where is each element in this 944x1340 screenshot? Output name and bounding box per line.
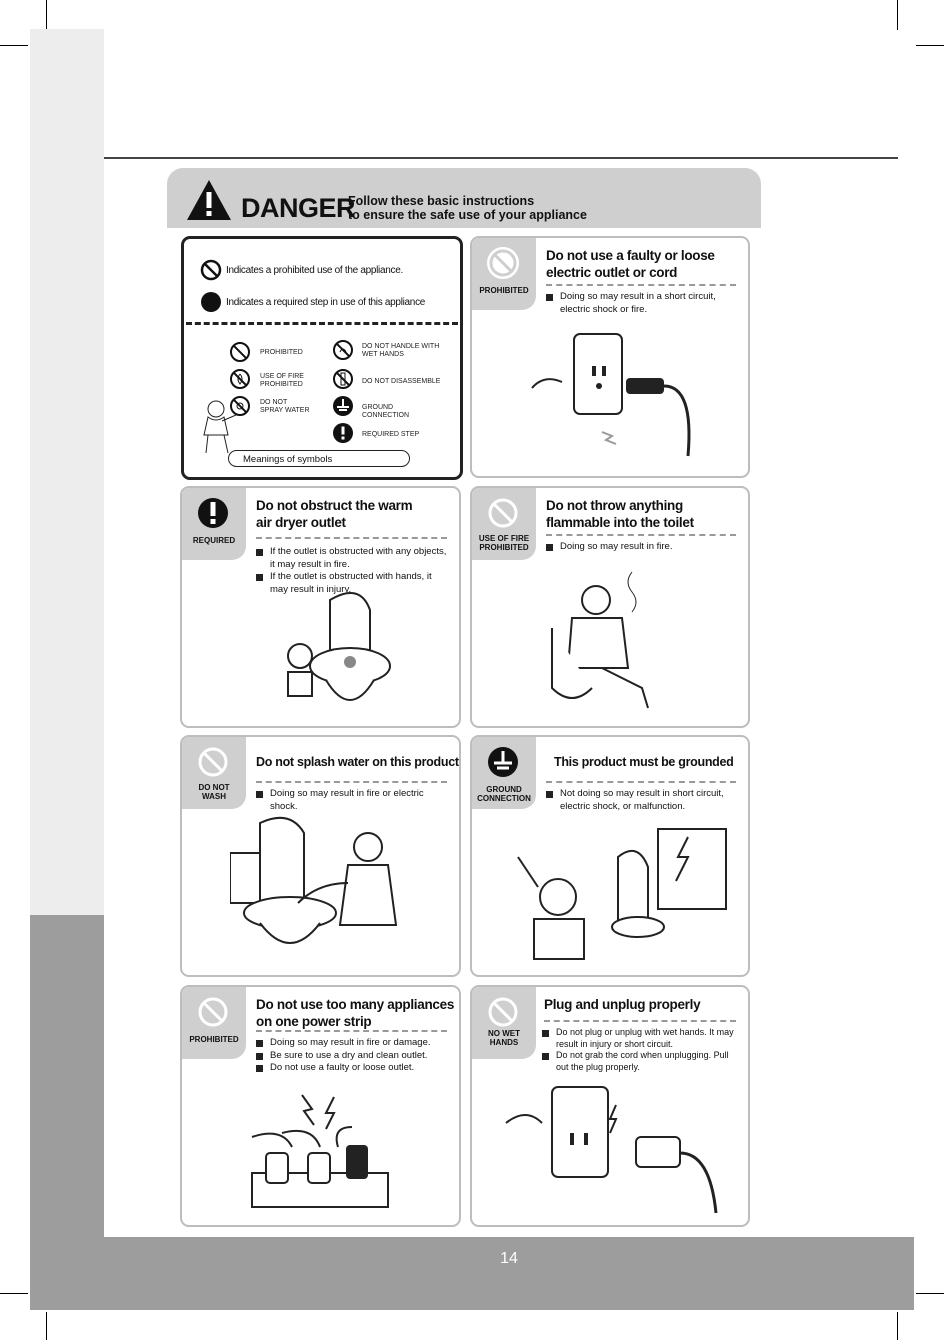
side-margin-dark: [30, 915, 104, 1310]
panel-tag-label: PROHIBITED: [189, 1035, 239, 1044]
prohibited-icon: [229, 341, 251, 363]
toilet-child-illustration: [270, 584, 410, 720]
crop-mark: [0, 1293, 28, 1294]
ground-icon: [332, 395, 354, 417]
ground-icon: [486, 745, 520, 779]
panel-tag: [472, 238, 536, 310]
title-line: Do not splash water on this product: [256, 755, 459, 769]
panel-title: [554, 754, 734, 771]
panel-title: [256, 497, 412, 531]
required-step-icon: [332, 422, 354, 444]
fire-prohibited-icon: [229, 368, 251, 390]
prohibited-icon: [196, 995, 230, 1029]
panel-bullets: [546, 788, 738, 813]
danger-title: DANGER: [241, 193, 356, 223]
subtitle-line: Follow these basic instructions: [348, 194, 535, 208]
panel-title: [256, 754, 459, 771]
required-icon: [200, 291, 222, 313]
page-number: 14: [500, 1250, 518, 1267]
panel-title: [546, 497, 694, 531]
panel-bullets: [542, 1027, 738, 1073]
wet-hands-prohibited-icon: [486, 995, 520, 1029]
title-line: electric outlet or cord: [546, 265, 678, 280]
panel-divider: [546, 781, 736, 783]
warning-triangle-icon: [185, 178, 233, 222]
panel-divider: [546, 284, 736, 286]
prohibited-icon: [486, 246, 520, 280]
disassemble-prohibited-icon: [332, 368, 354, 390]
panel-tag: [472, 488, 536, 560]
bullet: Doing so may result in a short circuit, electric shock or fire.: [546, 291, 738, 316]
panel-bullets: [546, 541, 738, 554]
panel-divider: [256, 537, 447, 539]
power-strip-illustration: [242, 1087, 402, 1211]
title-line: Do not obstruct the warm: [256, 498, 413, 513]
symbol-label: GROUND CONNECTION: [362, 404, 410, 419]
panel-tag: [182, 737, 246, 809]
footer-bar: [104, 1237, 914, 1310]
crop-mark: [897, 0, 898, 30]
crop-mark: [916, 1293, 944, 1294]
title-line: flammable into the toilet: [546, 515, 694, 530]
crop-mark: [0, 45, 28, 46]
title-line: Do not use a faulty or loose: [546, 248, 715, 263]
bullet: Not doing so may result in short circuit, electric shock, or malfunction.: [546, 788, 738, 813]
panel-power-strip: [180, 985, 461, 1227]
panel-air-dryer: [180, 486, 461, 728]
panel-plug-unplug: [470, 985, 750, 1227]
panel-title: [544, 996, 700, 1013]
subtitle-line: to ensure the safe use of your appliance: [348, 208, 587, 222]
panel-grounding: [470, 735, 750, 977]
legend-caption: Meanings of symbols: [228, 450, 410, 467]
woman-washing-illustration: [230, 813, 430, 963]
symbol-label: DO NOT HANDLE WITH WET HANDS: [362, 343, 440, 358]
bullet: Doing so may result in fire or electric shock.: [256, 788, 449, 813]
title-line: air dryer outlet: [256, 515, 346, 530]
panel-tag-label: USE OF FIRE PROHIBITED: [478, 534, 530, 552]
crop-mark: [897, 1312, 898, 1340]
panel-tag-label: REQUIRED: [192, 536, 236, 545]
unplug-illustration: [496, 1083, 726, 1217]
panel-bullets: [256, 1037, 449, 1075]
symbol-label: DO NOT SPRAY WATER: [260, 399, 310, 414]
legend-required-text: Indicates a required step in use of this appliance: [226, 297, 426, 308]
panel-tag: [472, 987, 536, 1059]
bullet: Do not use a faulty or loose outlet.: [256, 1062, 449, 1075]
title-line: Do not use too many appliances: [256, 997, 455, 1012]
panel-divider: [546, 534, 736, 536]
title-line: Do not throw anything: [546, 498, 683, 513]
panel-title: [546, 247, 715, 281]
bullet: Doing so may result in fire or damage.: [256, 1037, 449, 1050]
fire-prohibited-icon: [486, 496, 520, 530]
panel-tag: [182, 488, 246, 560]
panel-tag-label: PROHIBITED: [479, 286, 529, 295]
panel-flammable: [470, 486, 750, 728]
outlet-illustration: [522, 328, 702, 458]
symbol-label: DO NOT DISASSEMBLE: [362, 378, 441, 385]
panel-splash-water: [180, 735, 461, 977]
wet-hands-prohibited-icon: [332, 339, 354, 361]
title-line: on one power strip: [256, 1014, 372, 1029]
panel-bullets: [546, 291, 738, 316]
panel-tag: [472, 737, 536, 809]
bullet: If the outlet is obstructed with hands, it may result in injury.: [256, 571, 449, 596]
top-rule: [104, 157, 898, 159]
panel-divider: [256, 1030, 447, 1032]
required-icon: [196, 496, 230, 530]
bullet: Do not plug or unplug with wet hands. It may result in injury or short circuit.: [542, 1027, 738, 1050]
panel-tag: [182, 987, 246, 1059]
lightning-man-illustration: [498, 827, 728, 967]
panel-divider: [544, 1020, 736, 1022]
legend-divider: [186, 322, 458, 325]
symbol-legend: [181, 236, 463, 480]
symbol-label: USE OF FIRE PROHIBITED: [260, 373, 304, 388]
woman-illustration: [194, 397, 240, 457]
panel-faulty-outlet: [470, 236, 750, 478]
smoking-man-illustration: [542, 568, 662, 718]
panel-bullets: [256, 788, 449, 813]
panel-tag-label: GROUND CONNECTION: [477, 785, 531, 803]
danger-subtitle: [348, 194, 587, 222]
prohibited-icon: [200, 259, 222, 281]
bullet: Do not grab the cord when unplugging. Pull out the plug properly.: [542, 1050, 738, 1073]
title-line: This product must be grounded: [554, 755, 734, 769]
legend-prohibited-text: Indicates a prohibited use of the appliance.: [226, 265, 403, 276]
bullet: Doing so may result in fire.: [546, 541, 738, 554]
side-margin-light: [30, 29, 104, 915]
spray-prohibited-icon: [196, 745, 230, 779]
panel-title: [256, 996, 454, 1030]
bullet: Be sure to use a dry and clean outlet.: [256, 1050, 449, 1063]
title-line: Plug and unplug properly: [544, 997, 701, 1012]
symbol-label: REQUIRED STEP: [362, 431, 420, 438]
panel-tag-label: DO NOT WASH: [198, 783, 230, 801]
danger-header: [167, 168, 761, 228]
panel-tag-label: NO WET HANDS: [488, 1029, 520, 1047]
crop-mark: [46, 0, 47, 30]
crop-mark: [46, 1312, 47, 1340]
symbol-label: PROHIBITED: [260, 349, 303, 356]
crop-mark: [916, 45, 944, 46]
panel-divider: [256, 781, 447, 783]
bullet: If the outlet is obstructed with any objects, it may result in fire.: [256, 546, 449, 571]
